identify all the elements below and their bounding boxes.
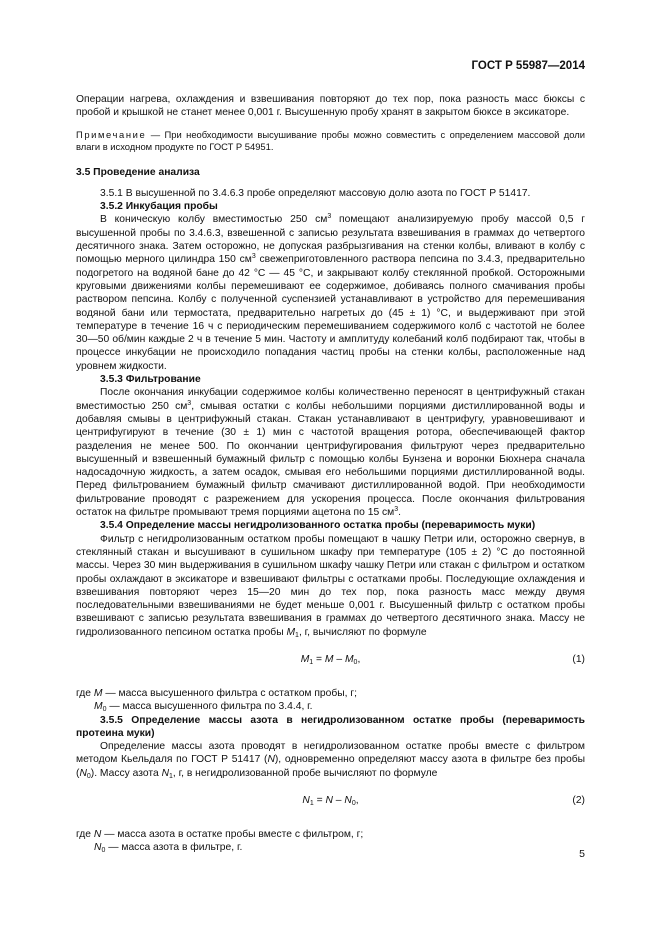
formula-1-expression xyxy=(76,653,585,666)
variable: M xyxy=(300,653,310,665)
minus-sign: – xyxy=(333,653,345,665)
formula-1-legend xyxy=(76,687,585,714)
variable: M xyxy=(93,687,103,699)
subscript: 0 xyxy=(351,800,356,808)
section-3-5-5-text xyxy=(76,740,585,780)
legend-item-n0 xyxy=(76,841,585,854)
text-run: , смывая остатки с колбы небольшими порциями дистиллированной воды и добавляя смывы в центрифужный стакан. Стакан устанавливают в центрифугу, уравновешивают и центрифугируют в течение (30 ± 1) мин с частотой вращения ротора, обеспечивающей фактор разделения не менее 500. По окончании центрифугирования фильтруют через предварительно высушенный и взвешенный бумажный фильтр с помощью колбы Бунзена и воронки Бюхнера сначала надосадочную жидкость, а затем осадок, смывая его небольшими порциями дистиллированной воды. Перед фильтрованием бумажный фильтр смачивают дистиллированной водой. При необходимости фильтрование проводят с разрежением для ускорения процесса. После окончания фильтрования остаток на фильтре промывают тремя порциями ацетона по 15 см xyxy=(76,400,585,519)
text-run: ). Массу азота xyxy=(90,767,162,779)
text-run: — масса азота в фильтре, г. xyxy=(105,842,243,854)
section-3-5-4-text xyxy=(76,533,585,639)
section-3-5-3-title: 3.5.3 Фильтрование xyxy=(100,374,201,386)
section-3-5-title: 3.5 Проведение анализа xyxy=(76,166,200,178)
note-label: Примечание xyxy=(76,128,147,140)
section-3-5-5-title: 3.5.5 Определение массы азота в негидролизованном остатке пробы (переваримость протеина муки) xyxy=(76,714,585,739)
variable: N xyxy=(344,795,352,807)
text-run: В коническую колбу вместимостью 250 см xyxy=(100,214,328,226)
formula-2 xyxy=(76,794,585,812)
equals-sign: = xyxy=(313,653,325,665)
subscript: 0 xyxy=(102,706,107,714)
text-run: помещают анализируемую пробу массой 0,5 г высушенной пробы по 3.4.6.3, взвешенной с записью результата взвешивания в граммах до четвертого десятичного знака. Затем осторожно, не допуская разбрызгивания на стенки колбы, вливают в колбу с помощью мерного цилиндра 150 см xyxy=(76,214,585,266)
subscript: 1 xyxy=(309,658,314,666)
note-text: — При необходимости высушивание пробы можно совместить с определением массовой доли влаги в исходном продукте по ГОСТ Р 54951. xyxy=(76,128,585,153)
document-body xyxy=(76,93,585,855)
variable: N xyxy=(267,754,275,766)
legend-item-m xyxy=(76,687,585,700)
subscript: 1 xyxy=(309,800,314,808)
variable: N xyxy=(161,767,169,779)
text-run: — масса азота в остатке пробы вместе с фильтром, г; xyxy=(101,829,364,841)
formula-1 xyxy=(76,653,585,671)
variable: N xyxy=(79,767,87,779)
formula-2-expression xyxy=(76,794,585,807)
superscript: 3 xyxy=(394,506,399,514)
text-run: , г, вычисляют по формуле xyxy=(298,626,427,638)
text-run: где xyxy=(76,687,94,699)
variable: M xyxy=(344,653,354,665)
text-run: Фильтр с негидролизованным остатком пробы помещают в чашку Петри или, осторожно свернув, в стеклянный стакан и высушивают в сушильном шкафу при температуре (105 ± 2) °С до постоянной массы. Через 30 мин выдерживания в сушильном шкафу чашку Петри или стакан с фильтром и остатком пробы охлаждают в эксикаторе и взвешивают фильтры с остатками пробы. Последующие охлаждения и взвешивания повторяют через 15—20 мин до тех пор, пока разность масс между двумя последовательными взвешиваниями не будет меньше 0,001 г. Высушенный фильтр с остатком пробы взвешивают с записью результата взвешивания в граммах до четвертого десятичного знака. Массу не гидролизованного пепсином остатка пробы xyxy=(76,533,585,638)
section-3-5-2-text xyxy=(76,213,585,373)
text-run: — масса высушенного фильтра с остатком пробы, г; xyxy=(102,687,358,699)
text-run: ), одновременно определяют массу азота в фильтре без пробы ( xyxy=(76,754,586,779)
section-3-5-1-text: 3.5.1 В высушенной по 3.4.6.3 пробе определяют массовую долю азота по ГОСТ Р 51417. xyxy=(100,187,531,199)
superscript: 3 xyxy=(327,213,332,221)
formula-1-number: (1) xyxy=(572,653,585,665)
document-header: ГОСТ Р 55987—2014 xyxy=(471,60,585,72)
section-3-5-2-title: 3.5.2 Инкубация пробы xyxy=(100,201,218,213)
formula-2-number: (2) xyxy=(572,795,585,807)
legend-item-n xyxy=(76,828,585,841)
superscript: 3 xyxy=(251,253,256,261)
subscript: 0 xyxy=(101,847,106,855)
intro-paragraph: Операции нагрева, охлаждения и взвешивания повторяют до тех пор, пока разность масс бюксы с пробой и крышкой не станет менее 0,001 г. Высушенную пробу хранят в закрытом бюксе в эксикаторе. xyxy=(76,94,585,119)
variable: N xyxy=(302,795,310,807)
equals-sign: = xyxy=(313,795,326,807)
text-run: Определение массы азота проводят в негидролизованном остатке пробы вместе с фильтром методом Кьельдаля по ГОСТ Р 51417 ( xyxy=(76,741,585,766)
section-3-5-4-title: 3.5.4 Определение массы негидролизованного остатка пробы (переваримость муки) xyxy=(100,520,536,532)
punctuation: , xyxy=(357,653,361,665)
formula-2-legend xyxy=(76,828,585,855)
subscript: 0 xyxy=(353,658,358,666)
variable: N xyxy=(93,829,102,841)
minus-sign: – xyxy=(332,795,345,807)
text-run: . xyxy=(398,507,402,519)
variable: M xyxy=(94,701,103,713)
variable: N xyxy=(325,795,333,807)
variable: M xyxy=(324,653,334,665)
text-run: — масса высушенного фильтра по 3.4.4, г. xyxy=(106,701,313,713)
page-number: 5 xyxy=(579,848,585,860)
text-run: После окончания инкубации содержимое колбы количественно переносят в центрифужный стакан вместимостью 250 см xyxy=(76,387,585,412)
text-run: где xyxy=(76,829,94,841)
variable: N xyxy=(94,842,102,854)
subscript: 1 xyxy=(295,631,299,639)
section-3-5-3-text xyxy=(76,386,585,519)
punctuation: , xyxy=(355,795,359,807)
legend-item-m0 xyxy=(76,700,585,713)
subscript: 1 xyxy=(169,772,173,780)
superscript: 3 xyxy=(187,399,192,407)
subscript: 0 xyxy=(86,772,91,780)
text-run: свежеприготовленного раствора пепсина по 3.4.3, предварительно подогретого на водяной бане до 42 °С — 45 °С, и закрывают колбу стеклянной пробкой. Осторожными круговыми движениями колбы перемешивают ее содержимое, добиваясь полного смачивания пробы раствором пепсина. Колбу с полученной суспензией устанавливают в устройство для перемешивания водяной бани или термостата, предварительно нагретых до (45 ± 1) °С, и выдерживают при этой температуре в течение 16 ч с периодическим перемешиванием содержимого колб с частотой не более 30—50 об/мин каждые 2 ч в течение 5 мин. Частоту и амплитуду колебаний колб подбирают так, чтобы в процессе инкубации не происходило попадания частиц пробы на стенки колбы, расположенные над уровнем жидкости. xyxy=(76,254,585,372)
text-run: , г, в негидролизованной пробе вычисляют по формуле xyxy=(172,767,438,779)
variable: M xyxy=(286,626,296,638)
note-paragraph xyxy=(76,129,585,154)
